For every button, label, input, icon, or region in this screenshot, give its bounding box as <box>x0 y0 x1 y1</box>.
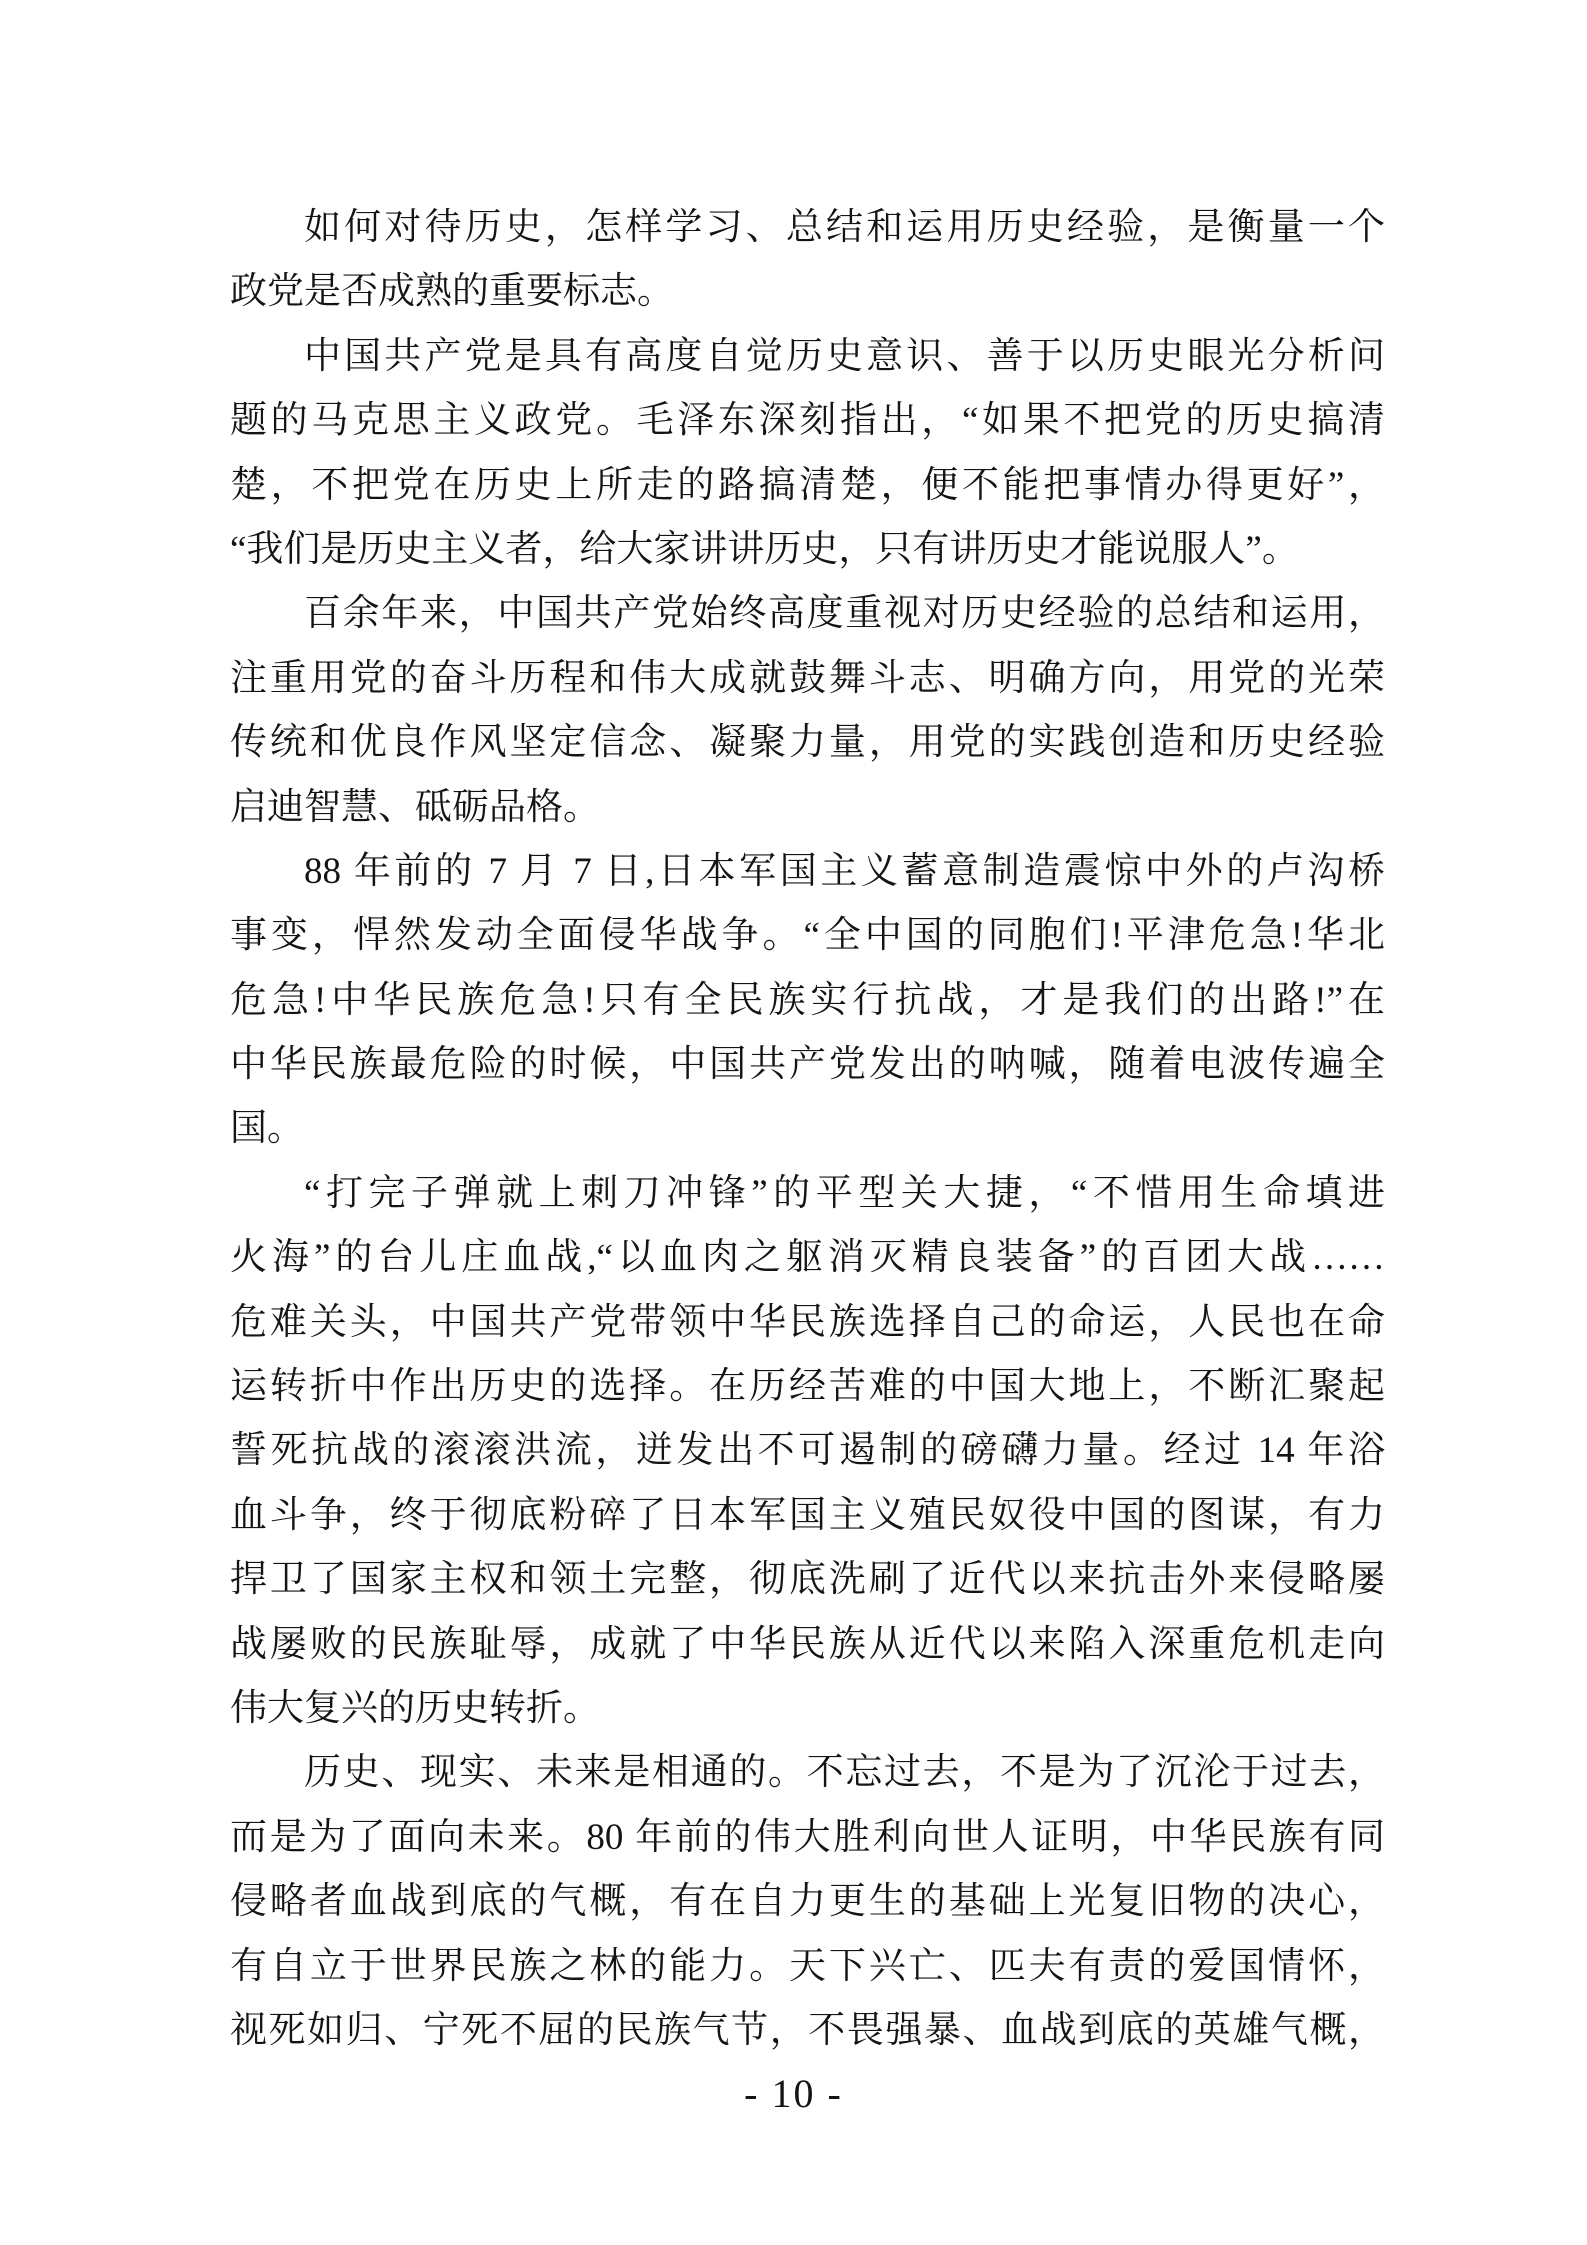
text-line: 启迪智慧、砥砺品格。 <box>230 786 600 828</box>
text-line: 政党是否成熟的重要标志。 <box>230 271 674 313</box>
text-line: 百余年来，中国共产党始终高度重视对历史经验的总结和运用， <box>304 593 1385 635</box>
text-line: 楚，不把党在历史上所走的路搞清楚，便不能把事情办得更好”， <box>230 464 1385 506</box>
text-line: “打完子弹就上刺刀冲锋”的平型关大捷，“不惜用生命填进 <box>304 1172 1385 1214</box>
text-line: 传统和优良作风坚定信念、凝聚力量，用党的实践创造和历史经验 <box>230 722 1385 764</box>
document-body <box>230 196 1385 2063</box>
text-line: “我们是历史主义者，给大家讲讲历史，只有讲历史才能说服人”。 <box>230 528 1299 570</box>
text-line: 注重用党的奋斗历程和伟大成就鼓舞斗志、明确方向，用党的光荣 <box>230 657 1385 699</box>
text-line: 而是为了面向未来。80 年前的伟大胜利向世人证明，中华民族有同 <box>230 1816 1385 1858</box>
text-line: 中华民族最危险的时候，中国共产党发出的呐喊，随着电波传遍全 <box>230 1044 1385 1086</box>
text-line: 侵略者血战到底的气概，有在自力更生的基础上光复旧物的决心， <box>230 1881 1385 1923</box>
text-line: 88 年前的 7 月 7 日,日本军国主义蓄意制造震惊中外的卢沟桥 <box>304 850 1385 892</box>
text-line: 有自立于世界民族之林的能力。天下兴亡、匹夫有责的爱国情怀， <box>230 1945 1385 1987</box>
text-line: 视死如归、宁死不屈的民族气节，不畏强暴、血战到底的英雄气概， <box>230 2009 1385 2051</box>
page-number: - 10 - <box>744 2071 843 2116</box>
text-line: 历史、现实、未来是相通的。不忘过去，不是为了沉沦于过去， <box>304 1752 1385 1794</box>
text-line: 伟大复兴的历史转折。 <box>230 1687 600 1729</box>
text-line: 战屡败的民族耻辱，成就了中华民族从近代以来陷入深重危机走向 <box>230 1623 1385 1665</box>
text-line: 火海”的台儿庄血战,“以血肉之躯消灭精良装备”的百团大战…… <box>230 1237 1385 1279</box>
text-line: 事变，悍然发动全面侵华战争。“全中国的同胞们!平津危急!华北 <box>230 915 1385 957</box>
text-line: 危急!中华民族危急!只有全民族实行抗战，才是我们的出路!”在 <box>230 979 1385 1021</box>
text-line: 题的马克思主义政党。毛泽东深刻指出，“如果不把党的历史搞清 <box>230 400 1385 442</box>
text-line: 运转折中作出历史的选择。在历经苦难的中国大地上，不断汇聚起 <box>230 1366 1385 1408</box>
text-line: 血斗争，终于彻底粉碎了日本军国主义殖民奴役中国的图谋，有力 <box>230 1494 1385 1536</box>
text-line: 中国共产党是具有高度自觉历史意识、善于以历史眼光分析问 <box>304 335 1385 377</box>
text-line: 国。 <box>230 1108 304 1150</box>
text-line: 危难关头，中国共产党带领中华民族选择自己的命运，人民也在命 <box>230 1301 1385 1343</box>
text-line: 如何对待历史，怎样学习、总结和运用历史经验，是衡量一个 <box>304 207 1385 248</box>
text-line: 捍卫了国家主权和领土完整，彻底洗刷了近代以来抗击外来侵略屡 <box>230 1559 1385 1601</box>
text-line: 誓死抗战的滚滚洪流，迸发出不可遏制的磅礴力量。经过 14 年浴 <box>230 1430 1385 1472</box>
